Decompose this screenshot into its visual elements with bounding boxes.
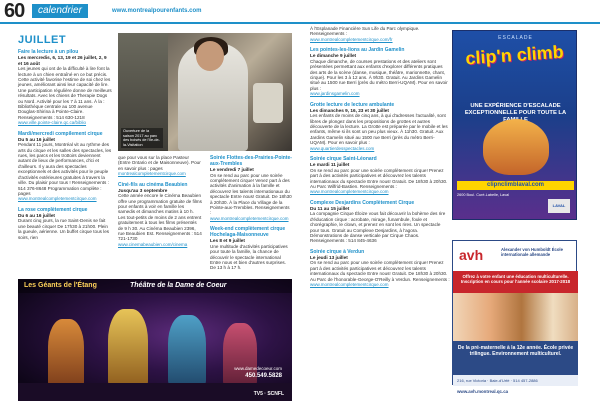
section-tab: calendrier: [32, 4, 88, 18]
event-link[interactable]: www.quartierdesspectacles.com: [310, 145, 375, 151]
ad-footer-address: 216, rue Victoria · Baie-d'Urfé · 514 457-2886: [457, 378, 538, 383]
climber-shape: [483, 119, 549, 175]
event-link[interactable]: www.jardinsgamelin.com: [310, 91, 360, 97]
event-title: Complexe Desjardins Complètement Cirque: [310, 199, 415, 206]
performer-shape: [48, 319, 84, 389]
event-title: Soirée Flottes-des-Prairies-Pointe-aux-Trembles: [210, 155, 292, 167]
ad-badge: LAVAL: [548, 199, 570, 213]
event-dates: Du 11 au 15 juillet: [310, 205, 350, 211]
ad-features: De la pré-maternelle à la 12e année. École privée trilingue. Environnement multiculturel.: [453, 341, 578, 375]
event-link[interactable]: www.montrealcompletementcirque.com: [18, 196, 97, 202]
calendar-column-1: [18, 33, 112, 240]
month-heading: JUILLET: [18, 34, 67, 46]
climbing-ad[interactable]: [452, 30, 577, 220]
event-body: Les jeunes qui ont de la difficulté à lire font la lecture à un chien entraîné en ce but précis. Cette activité favorise l'estime de soi chez les jeunes, améliorant ainsi leur capacité de lire. Une participation régulière donne de meilleurs résultats. Avec les chiens de Therapie Dogs ou Nord. Activité pour les 7 à 11 ans. À la : Bibliothèque centrale au 100 avenue Douglas-Shirina à Pointe-Claire. Renseignements : 514 630-1218: [18, 66, 112, 120]
clipnclimb-logo: clip'n climb: [464, 41, 565, 69]
ad-kicker: ESCALADE: [498, 35, 533, 41]
event-body: On se rend au parc pour une soirée complètement cirque! Prenez part à des activités participatives et découvrez les talents internationaux du spectacle Entre nous! Gratuit. De 18h30 à 20h30. Au Parc Wilfrid-Bastien. Renseignements :: [310, 167, 448, 189]
head-shape: [196, 41, 224, 71]
event-title: Week-end complètement cirque Hochelaga-Maisonneuve: [210, 226, 286, 239]
event-dates: Du 5 au 16 juillet: [18, 136, 55, 142]
event-title: Faire la lecture à un pilou: [18, 49, 79, 55]
performer-shape: [108, 309, 148, 389]
ad-headline: UNE EXPÉRIENCE D'ESCALADE EXCEPTIONNELLE POUR TOUTE LA: [464, 103, 567, 116]
event-dates: Les dimanches 9, 16, 23 et 30 juillet: [310, 107, 389, 113]
children-photo: [453, 293, 578, 341]
event-body: Cette année encore le Cinéma Beaubien offre une programmation gratuite de films pour enfants à voir en famille les samedis et dimanches matins à 10 h. Les tout-petits de moins de 2 ans entrent gratuitement à tous les films présentés de 9 h 30. Au Cinéma Beaubien 2396, rue Beaubien Est. Renseignements : 514 721-1730: [118, 193, 202, 242]
event-dates: Le jeudi 13 juillet: [310, 254, 348, 260]
event-body: On se rend au parc pour une soirée complètement cirque! Venez part à des activités d'animation à la famille et découvrez les talents internationaux du spectacle Entre nous! Gratuit. De 18h30 à 20h30. À la Place du Village de la Pointe-aux-Trembles. Renseignements :: [210, 172, 292, 216]
event-dates: Les mercredis, 6, 13, 19 et 26 juillet, 2, 9 et 16 août: [18, 55, 107, 66]
calendar-column-4: [310, 26, 450, 287]
ad-url[interactable]: clipnclimblaval.com: [457, 181, 574, 190]
event-body: Une multitude d'activités participatives pour toute la famille, la chance de découvrir le spectacle international Entre nous et bien d'autres surprises. De 13 h à 17 h.: [210, 243, 288, 271]
event-link[interactable]: www.ville.pointe-claire.qc.ca/biblio: [18, 120, 87, 126]
ad-offer-band: Offrez à votre enfant une éducation multiculturelle. Inscription en cours pour l'année scolaire 2017-2018: [453, 271, 578, 293]
event-title: Mardi/mercredi compilement cirque: [18, 130, 103, 137]
site-url-link[interactable]: www.montrealpourenfants.com: [112, 8, 202, 14]
sponsor-logos: TV5 · SCNFL: [253, 391, 284, 397]
event-body: que pour vous sur la place Pasteur (Entre Ontario et de Maisonneuve). Pour en savoir plus : pages: [118, 155, 201, 171]
theatre-ad-subtitle: Théâtre de la Dame de Coeur: [130, 282, 227, 289]
event-body: Les enfants de moins de cinq ans, à qui d'adresses l'actualité, sont libres de plongez dans les propositions de grottes et autres découverte de la lecture. La Grotte est préparée par le mobile et les enfants, même si ils sont un peu plus vieux. À 11h30. Gratuit. Aux Jardins Gamelin situé au 1500 rue Berri (près du métro Berri-UQAM). Pour en savoir plus :: [310, 113, 448, 146]
event-body: À l'Esplanade Financière Sun Life du Parc olympique. Renseignements :: [310, 26, 420, 37]
event-dates: Les 8 et 9 juillet: [210, 238, 245, 244]
event-title: Ciné-fils au cinéma Beaubien: [118, 181, 188, 188]
stage-shape: [18, 383, 292, 401]
event-dates: Le vendredi 7 juillet: [210, 167, 254, 172]
event-dates: Le dimanche 9 juillet: [310, 53, 357, 59]
event-link[interactable]: www.montrealcompletementcirque.com: [210, 215, 289, 221]
event-dates: Jusqu'au 3 septembre: [118, 187, 168, 193]
event-link[interactable]: www.montrealcompletementcirque.com: [310, 281, 389, 287]
event-title: Soirée cirque Saint-Léonard: [310, 156, 377, 163]
theatre-ad-url[interactable]: www.damedecoeur.com: [234, 366, 282, 371]
event-link[interactable]: montrealcompletementcirque.com: [118, 171, 186, 177]
header-divider: [0, 22, 600, 24]
event-title: Les pointes-les-lions au Jardin Gamelin: [310, 47, 405, 54]
calendar-column-2: [118, 155, 202, 247]
page-header: [0, 0, 600, 22]
theatre-ad[interactable]: [18, 279, 292, 401]
event-title: La rose complètement cirque: [18, 206, 88, 213]
event-link[interactable]: www.montrealcompletementcirque.com/fr: [310, 36, 393, 42]
performer-shape: [168, 315, 206, 387]
event-body: Pendant 11 jours, Montréal vit au rythme des arts du cirque et les salles des spectacles, les rues, les parcs et les trottoirs deviennent autant de lieux de performances, d'ici et d'ailleurs. Il y aura des spectacles exceptionnels et des activités pour le peuple d'activités extérieures gratuites à travers la ville. Du plaisir pour tous ! Renseignements : 514 376-8648 Programmation complète : pages: [18, 142, 112, 196]
school-name: Alexander von Humboldt École internationale allemande: [501, 247, 563, 258]
event-title: Soirée cirque à Verdun: [310, 248, 365, 255]
ad-footer-url[interactable]: www.avh.montreal.qc.ca: [457, 389, 509, 394]
avh-logo: avh: [459, 247, 484, 263]
event-dates: Du 6 au 16 juillet: [18, 212, 55, 218]
event-body: Durant cinq jours, la rue Saint-Denis se fait une beauté cirque! De 17h30 à 21h00. Plein la gueule, aérienne. Un buffet cirque tous les soirs, rien: [18, 218, 110, 240]
theatre-ad-phone: 450.549.5828: [245, 373, 282, 379]
event-link[interactable]: www.cinemabeaubien.com/cinema: [118, 241, 188, 247]
theatre-ad-title: Les Géants de l'Étang: [24, 282, 97, 289]
calendar-column-3: [210, 155, 292, 271]
event-link[interactable]: www.montrealcompletementcirque.com: [310, 189, 389, 195]
equipment-shape: [253, 83, 283, 123]
ad-address: 2600 Boul. Curé-Labelle, Laval: [457, 193, 510, 197]
event-body: La compagnie Cirque Éloize vous fait découvrir la bohème des rire d'éducation cirque : acrobate, mirage, funambule, foule et chorégraphie, le clown, et prenez en sont les rires. Un spectacle pour tous. Gratuit au Complexe Desjardins, à l'agora. Démonstrations de danse verticale par Cirque Chaos. Renseignements : 514 845-4636: [310, 211, 446, 244]
event-body: Chaque dimanche, de courses prestations et des ateliers sont présentées permettant aux enfants d'explorer différents pratiques des arts de la scène (danse, musique, théâtre, marionnette, chant, cirque). Pour les 3 à 12 ans. À 9h30. Gratuit. Au Jardins Gamelin situé au 1500 rue Berri (près du métro Berri-UQAM). Pour en savoir plus :: [310, 58, 448, 91]
school-ad[interactable]: [452, 240, 577, 394]
photo-caption: Ouverture de la saison 2017 au parc des boisés de l'île-de-la-Visitation: [121, 128, 163, 148]
ad-footer: [453, 375, 578, 394]
page-number: 60: [4, 0, 25, 22]
event-title: Grotte lecture de lecture ambulante: [310, 101, 395, 108]
event-body: On se rend au parc pour une soirée complètement cirque! Prenez part à des activités participatives et découvrez les talents internationaux du spectacle Entre nous! Gratuit. De 18h30 à 20h30. Au Parc de l'honorable-George-O'Reilly à Verdun. Renseignements :: [310, 260, 450, 282]
event-dates: Le mardi 11 juillet: [310, 162, 350, 168]
